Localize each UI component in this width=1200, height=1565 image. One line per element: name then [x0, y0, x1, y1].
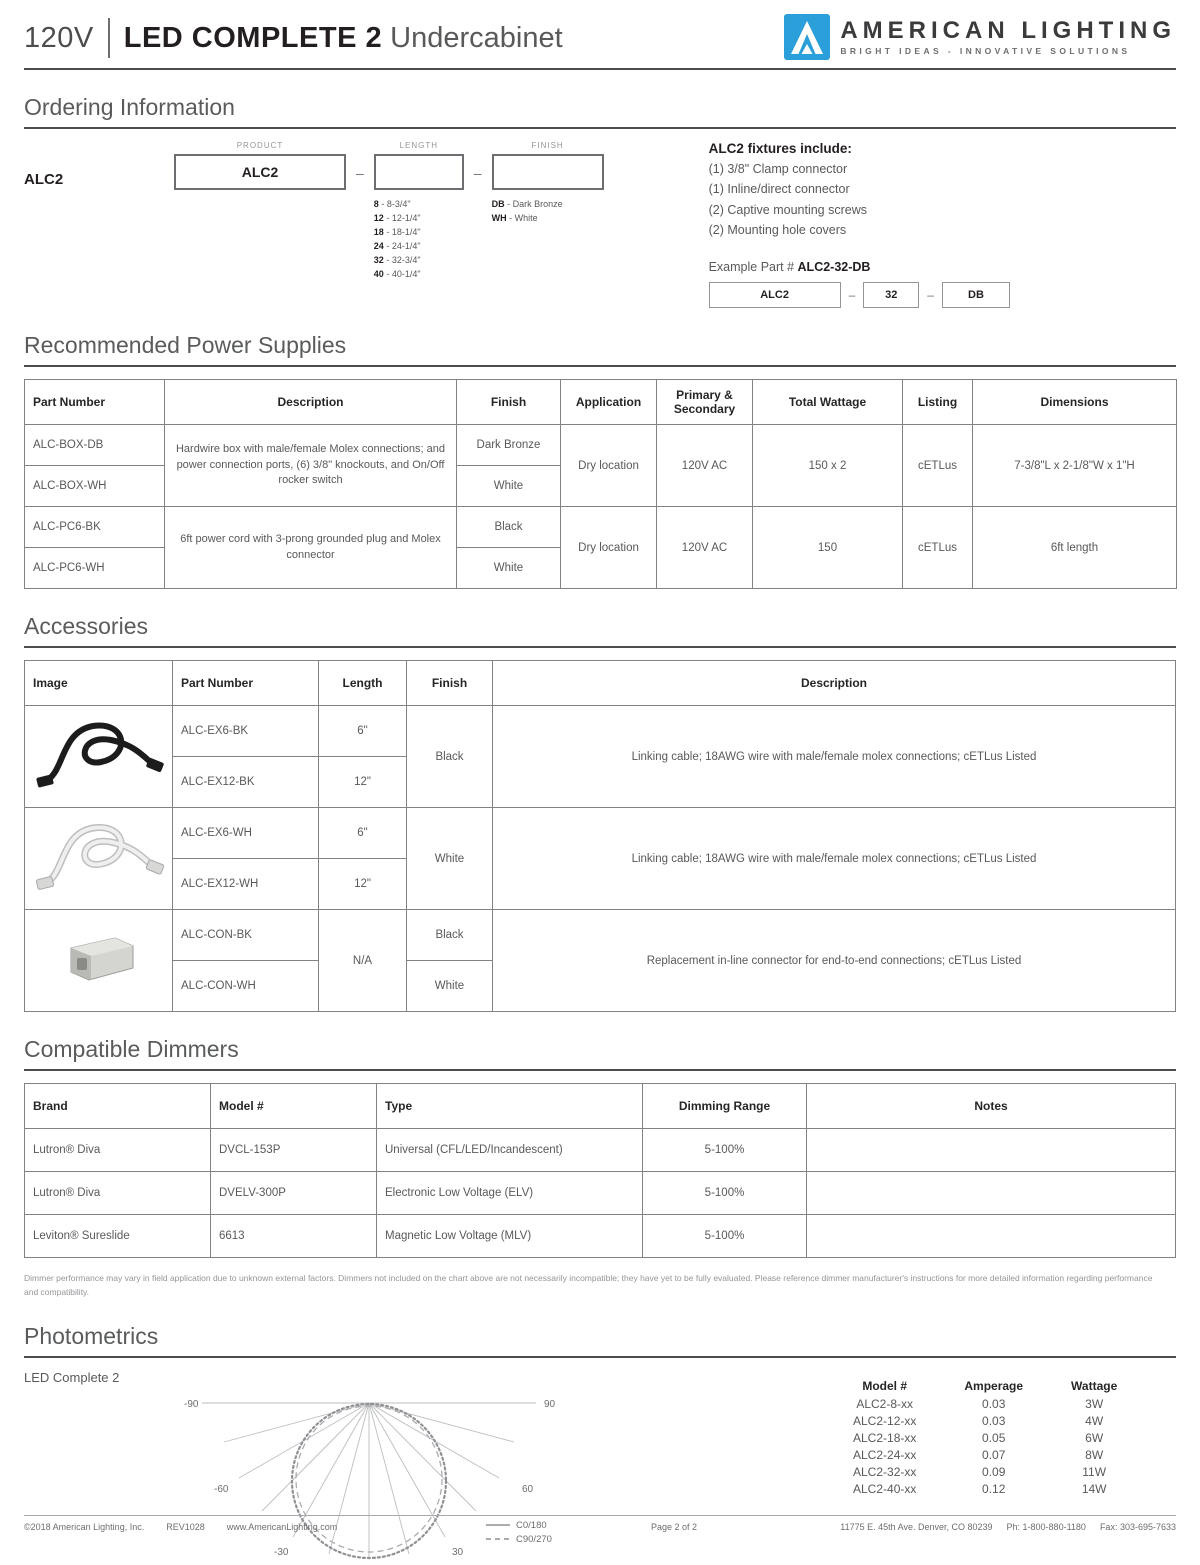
section-ordering-heading: Ordering Information [24, 94, 235, 120]
includes-item: (1) 3/8" Clamp connector [708, 162, 848, 176]
section-photometrics-heading: Photometrics [24, 1323, 159, 1350]
table-row: Lutron® Diva DVELV-300P Electronic Low Voltage (ELV) 5-100% [25, 1172, 1176, 1215]
inline-connector-image [25, 910, 173, 1012]
part-number-builder: PRODUCT ALC2 – LENGTH 8 - 8-3/4" 12 - 12-1/4" 18 - 18-1/4" 24 - 24-1/4" 32 - 32-3/4" 40 - 40-1/4" – FINISH DB - Dark Bronze WH - White [174, 141, 604, 308]
product-label: PRODUCT [236, 141, 284, 150]
american-lighting-logo-icon [784, 14, 830, 60]
masthead [24, 12, 1176, 60]
table-row: ALC-EX12-BK 12" [25, 757, 1176, 808]
example-part-boxes: ALC2 – 32 – DB [709, 282, 1129, 308]
table-row: ALC2-32-xx 0.09 11W [853, 1464, 1107, 1479]
table-row: ALC-CON-BK N/A Black Replacement in-line connector for end-to-end connections; cETLus Listed [25, 910, 1176, 961]
table-row: ALC2-18-xx 0.05 6W [853, 1430, 1104, 1445]
angle-label: -60 [214, 1484, 229, 1496]
header-rule [24, 68, 1176, 70]
brand-tagline: BRIGHT IDEAS - INNOVATIVE SOLUTIONS [840, 45, 1131, 56]
table-row: ALC2-24-xx 0.07 8W [853, 1447, 1104, 1462]
legend-entry: C0/180 [516, 1520, 547, 1532]
table-header-row: Part Number Description Finish Application Primary & Secondary Total Wattage Listing Dimensions [25, 380, 1177, 425]
table-row: ALC-BOX-DB Hardwire box with male/female Molex connections; and power connection ports, (6) 3/8" knockouts, and On/Off rocker switch Dark Bronze Dry location 120V AC 150 x 2 cETLus 7-3/8"L x 2-1/8"W x 1"H [25, 425, 1177, 466]
example-part-line: Example Part # ALC2-32-DB [708, 260, 871, 274]
finish-options: DB - Dark Bronze WH - White [491, 199, 563, 223]
brand-name: AMERICAN LIGHTING [840, 17, 1176, 45]
fax: Fax: 303-695-7633 [1099, 1522, 1176, 1532]
page-number: Page 2 of 2 [650, 1522, 698, 1532]
table-header-row: Brand Model # Type Dimming Range Notes [25, 1084, 1176, 1129]
table-row: ALC-BOX-WH White [25, 466, 1177, 507]
legend-entry: C90/270 [516, 1534, 552, 1546]
length-box [374, 154, 464, 190]
accessories-table [24, 660, 1176, 1012]
revision: REV1028 [166, 1522, 205, 1532]
copyright: ©2018 American Lighting, Inc. [24, 1522, 145, 1532]
dimmer-disclaimer: Dimmer performance may vary in field application due to unknown external factors. Dimmers not included on the chart above are not necessarily incompatible; they have yet to be fully evaluated. Please reference dimmer manufacturer's instructions for more detailed information regarding performance and compatibility. [24, 1273, 1153, 1297]
table-row: ALC-PC6-WH White [25, 548, 1177, 589]
phone: Ph: 1-800-880-1180 [1006, 1522, 1086, 1532]
table-row: Lutron® Diva DVCL-153P Universal (CFL/LED/Incandescent) 5-100% [25, 1129, 1176, 1172]
angle-label: -90 [184, 1399, 199, 1411]
photometrics-label: LED Complete 2 [24, 1370, 120, 1386]
angle-label: 90 [544, 1399, 556, 1411]
page-footer [24, 1515, 1176, 1532]
table-header-row: Image Part Number Length Finish Description [25, 661, 1176, 706]
power-supplies-table [24, 379, 1177, 589]
finish-label: FINISH [531, 141, 564, 150]
brand-block [784, 12, 1176, 60]
table-header-row: Model # Amperage Wattage [862, 1379, 1118, 1394]
includes-item: (2) Mounting hole covers [708, 222, 847, 237]
section-power-heading: Recommended Power Supplies [24, 332, 347, 358]
photometrics-model-table [829, 1377, 1141, 1497]
angle-label: 60 [522, 1484, 534, 1496]
ordering-sku: ALC2 [24, 171, 64, 188]
length-label: LENGTH [399, 141, 439, 150]
ordering-section [24, 141, 1176, 308]
product-box: ALC2 [174, 154, 346, 190]
section-dimmers-heading: Compatible Dimmers [24, 1036, 239, 1062]
dimmers-table [24, 1083, 1176, 1258]
table-row: Leviton® Sureslide 6613 Magnetic Low Voltage (MLV) 5-100% [25, 1215, 1176, 1258]
divider [108, 18, 110, 58]
table-row: ALC2-8-xx 0.03 3W [856, 1396, 1104, 1411]
voltage-label: 120V [24, 21, 94, 54]
table-row: ALC-CON-WH White [25, 961, 1176, 1012]
page-title: LED COMPLETE 2 Undercabinet [123, 21, 563, 54]
angle-label: -30 [274, 1547, 289, 1559]
includes-item: (2) Captive mounting screws [708, 202, 867, 217]
includes-item: (1) Inline/direct connector [708, 182, 850, 197]
white-cable-image [25, 808, 173, 910]
table-row: ALC-EX12-WH 12" [25, 859, 1176, 910]
section-accessories-heading: Accessories [24, 613, 148, 639]
finish-box [492, 154, 604, 190]
table-row: ALC-EX6-WH 6" White Linking cable; 18AWG wire with male/female molex connections; cETLus Listed [25, 808, 1176, 859]
fixtures-include-block [709, 141, 1129, 308]
photometrics-block [24, 1379, 1176, 1565]
table-row: ALC2-40-xx 0.12 14W [853, 1481, 1107, 1496]
table-row: ALC2-12-xx 0.03 4W [853, 1413, 1104, 1428]
black-cable-image [25, 706, 173, 808]
website-url: www.AmericanLighting.com [226, 1522, 338, 1532]
table-row: ALC-EX6-BK 6" Black Linking cable; 18AWG wire with male/female molex connections; cETLus Listed [25, 706, 1176, 757]
angle-label: 30 [452, 1547, 464, 1559]
address: 11775 E. 45th Ave. Denver, CO 80239 [840, 1522, 993, 1532]
length-options: 8 - 8-3/4" 12 - 12-1/4" 18 - 18-1/4" 24 - 24-1/4" 32 - 32-3/4" 40 - 40-1/4" [373, 199, 421, 279]
polar-distribution-diagram [124, 1387, 614, 1565]
includes-title: ALC2 fixtures include: [708, 141, 852, 156]
table-row: ALC-PC6-BK 6ft power cord with 3-prong grounded plug and Molex connector Black Dry location 120V AC 150 cETLus 6ft length [25, 507, 1177, 548]
